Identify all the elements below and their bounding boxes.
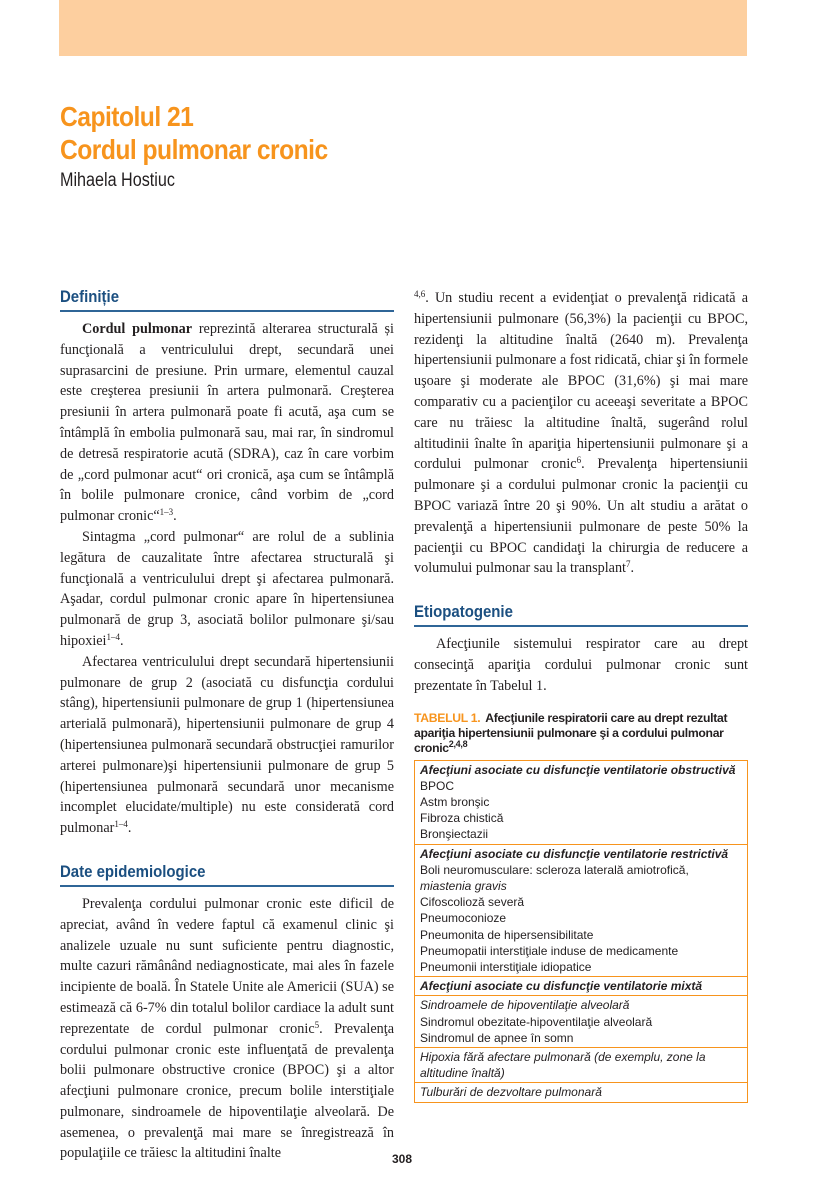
reference: 7 — [626, 559, 631, 570]
table-group — [415, 1082, 747, 1101]
paragraph: Afectarea ventriculului drept secundară hipertensiunii pulmonare de grup 2 (asociată cu disfuncţia cordului stâng), hipertensiunii pulmonare de grup 1 (hipertensiunea arterială pulmonară), hipertensiunii pulmonare de grup 4 (hipertensiunea pulmonară secundară obstrucţiei ramurilor arterei pulmonare)şi hipertensiunii pulmonare de grup 5 (hipertensiunea pulmonară secundară unor mecanisme incomplet elucidate/multiple) nu este considerată cord pulmonar$^{1-4}$. — [60, 653, 394, 837]
section-heading-epidemiologie: Date epidemiologice — [60, 861, 394, 887]
table-group-heading: Afecţiuni asociate cu disfuncţie ventilatorie restrictivă — [420, 846, 729, 861]
reference: 6 — [576, 455, 582, 466]
paragraph: Prevalenţa cordului pulmonar cronic este dificil de apreciat, având în vedere faptul că examenul clinic şi analizele uzuale nu sunt suficiente pentru diagnostic, multe cazuri rămânând nediagnosticate, mai ales în fazele incipiente de boală. În Statele Unite ale Americii (SUA) se estimează că 6-7% din totalul bolilor cardiace la adult sunt reprezentate de cordul pulmonar cronic$^5$. Prevalenţa cordului pulmonar cronic este influenţată de prevalenţa bolii pulmonare obstructive cronice (BPOC) şi a altor afecţiuni pulmonare cronice, precum bolile interstiţiale pulmonare, sindroamele de hipoventilaţie alveolară. De asemenea, o prevalenţă mai mare se înregistrează în populaţiile ce trăiesc la altitudini înalte — [60, 895, 395, 1162]
paragraph: Cordul pulmonar reprezintă alterarea structurală și funcţională a ventriculului drept, secundară unei suprasarcini de presiune. Prin urmare, elementul cauzal este creşterea presiunii în artera pulmonară. Creşterea presiunii în artera pulmonară poate fi acută, aşa cum se întâmplă în embolia pulmonară sau, mai rar, în sindromul de detresă respiratorie acută (SDRA), caz în care vorbim de „cord pulmonar acut“ ori cronică, aşa cum se întâmplă în bolile pulmonare cronice, când vorbim de „cord pulmonar cronic“$^{1-3}$. — [60, 321, 394, 525]
table-item: miastenia gravis — [420, 878, 507, 893]
paragraph: Sintagma „cord pulmonar“ are rolul de a sublinia legătura de cauzalitate între afectarea structurală şi funcţională a ventriculului drept şi afectarea pulmonară. Aşadar, cordul pulmonar cronic apare în hipertensiunea pulmonară de grup 3, asociată bolilor pulmonare şi/sau hipoxiei$^{1-4}$. — [60, 528, 394, 649]
header-band — [59, 0, 747, 56]
table-item: Sindromul de apnee în somn — [420, 1030, 574, 1045]
table-item: Boli neuromusculare: scleroza laterală amiotrofică, — [420, 862, 689, 877]
table-item: Pneumoconioze — [420, 911, 507, 926]
table-caption: TABELUL 1. Afecţiunile respiratorii care au drept rezultat apariţia hipertensiunii pulmonare şi a cordului pulmonar cronic$^{2,4,8}$ — [414, 710, 728, 755]
chapter-header — [60, 100, 364, 194]
table-group — [415, 761, 747, 844]
right-column — [414, 288, 748, 1103]
table-item: Astm bronşic — [420, 794, 490, 809]
reference: 1–4 — [106, 631, 120, 642]
reference: 1–4 — [114, 819, 128, 830]
left-column — [60, 286, 394, 1164]
reference: 4,6 — [414, 289, 426, 299]
table-item: Cifoscolioză severă — [420, 895, 525, 910]
chapter-title: Cordul pulmonar cronic — [60, 134, 328, 165]
reference: 1–3 — [159, 507, 174, 518]
term-bold: Cordul pulmonar — [82, 321, 193, 337]
section-heading-etiopatogenie: Etiopatogenie — [414, 601, 748, 627]
paragraph-continued: $^{4,6}$. Un studiu recent a evidenţiat o prevalenţă ridicată a hipertensiunii pulmonare (56,3%) la pacienţii cu BPOC, rezidenţi la altitudine înaltă (2640 m). Prevalenţa hipertensiunii pulmonare a fost ridicată, chiar şi în formele uşoare şi moderate ale BPOC (31,6%) şi mai mare comparativ cu a pacienţilor cu aceeaşi severitate a BPOC care nu trăiesc la altitudine înaltă, sugerând rolul altitudinii înalte în apariţia hipertensiunii pulmonare şi a cordului pulmonar cronic$^6$. Prevalenţa hipertensiunii pulmonare şi a cordului pulmonar cronic la pacienţii cu BPOC variază între 20 şi 90%. Un alt studiu a arătat o prevalenţă a hipertensiunii pulmonare de peste 50% la pacienţii cu BPOC candidaţi la chirurgia de reducere a volumului pulmonar sau la transplant$^7$. — [414, 289, 748, 577]
chapter-number: Capitolul 21 — [60, 101, 194, 132]
chapter-author: Mihaela Hostiuc — [60, 170, 175, 191]
table-group — [415, 976, 747, 995]
table-item: Pneumonita de hipersensibilitate — [420, 927, 594, 942]
table-group — [415, 1047, 747, 1082]
page-number: 308 — [392, 1152, 413, 1166]
table-item: Sindroamele de hipoventilaţie alveolară — [420, 998, 630, 1013]
section-heading-definitie: Definiție — [60, 286, 394, 312]
reference: 5 — [314, 1019, 320, 1030]
table-1 — [414, 760, 748, 1103]
paragraph: Afecţiunile sistemului respirator care au drept consecinţă apariţia cordului pulmonar cronic sunt prezentate în Tabelul 1. — [414, 636, 748, 694]
table-group-heading: Afecţiuni asociate cu disfuncţie ventilatorie obstructivă — [420, 762, 736, 777]
table-item: Pneumonii interstiţiale idiopatice — [420, 959, 592, 974]
table-item: Hipoxia fără afectare pulmonară (de exemplu, zone la altitudine înaltă) — [420, 1050, 706, 1081]
table-item: Fibroza chistică — [420, 811, 504, 826]
table-group — [415, 995, 747, 1047]
table-label: TABELUL 1. — [414, 710, 481, 725]
table-item: Pneumopatii interstiţiale induse de medicamente — [420, 943, 679, 958]
table-item: Sindromul obezitate-hipoventilaţie alveolară — [420, 1014, 653, 1029]
table-group-heading: Afecţiuni asociate cu disfuncţie ventilatorie mixtă — [420, 979, 703, 994]
table-item: Bronşiectazii — [420, 827, 489, 842]
reference: 2,4,8 — [448, 738, 468, 749]
table-group — [415, 844, 747, 977]
table-item: Tulburări de dezvoltare pulmonară — [420, 1085, 602, 1100]
table-item: BPOC — [420, 778, 455, 793]
